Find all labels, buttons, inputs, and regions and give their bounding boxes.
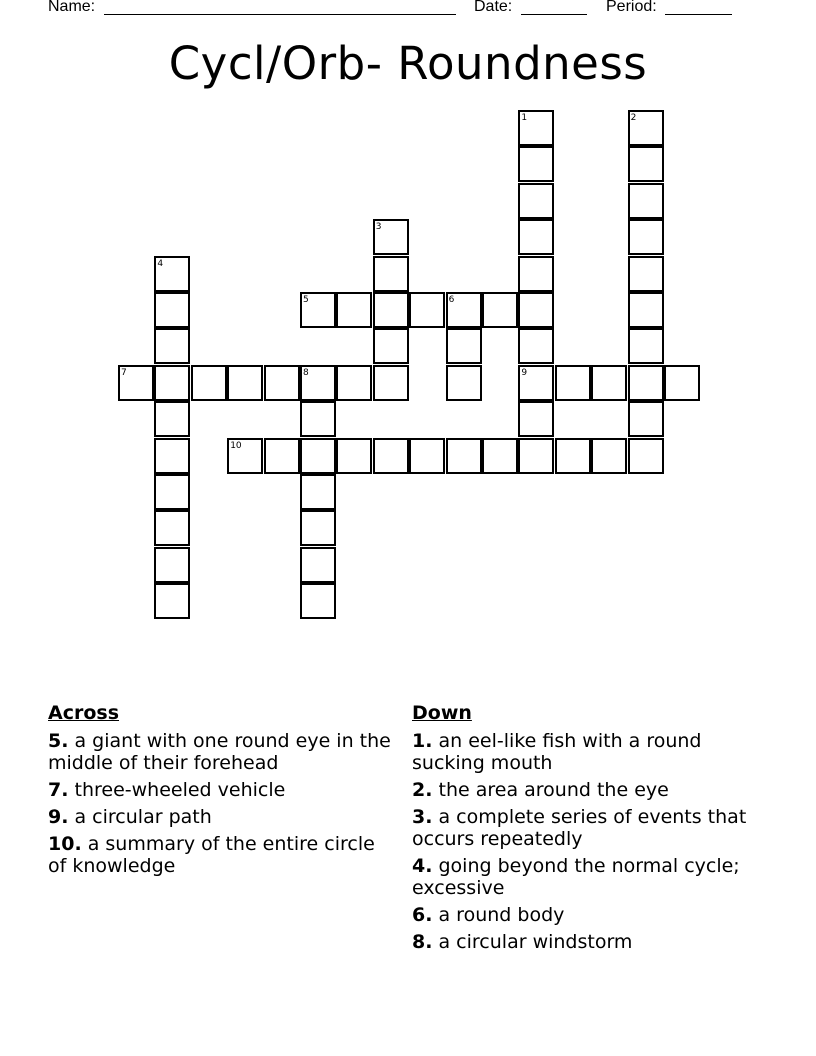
clue-number: 5. [48,730,69,752]
clue-down-6 [412,904,757,926]
grid-cell[interactable] [555,438,591,474]
clue-text: going beyond the normal cycle; excessive [412,855,740,899]
clue-number-label: 8 [303,367,309,378]
clue-number-label: 1 [521,113,528,123]
grid-cell[interactable] [264,365,300,401]
grid-cell[interactable] [154,583,190,619]
clue-number: 4. [412,855,433,877]
page-title: Cycl/Orb- Roundness [168,37,648,90]
grid-cell[interactable] [336,292,372,328]
grid-cell[interactable] [373,328,409,364]
clue-across-10 [48,833,393,877]
date-label: Date: [474,0,513,15]
grid-cell[interactable] [154,328,190,364]
across-clues [48,702,393,882]
clue-across-5 [48,730,393,774]
clue-text: a round body [438,904,565,926]
clue-number-label: 7 [121,367,127,378]
grid-cell[interactable] [591,438,627,474]
clue-text: a circular windstorm [438,931,633,953]
grid-cell[interactable] [518,110,554,146]
grid-cell[interactable] [518,183,554,219]
grid-cell[interactable] [154,510,190,546]
grid-cell[interactable] [518,328,554,364]
clue-number: 10. [48,833,82,855]
grid-cell[interactable] [409,292,445,328]
grid-cell[interactable] [118,365,154,401]
grid-cell[interactable] [300,547,336,583]
student-info-header [48,0,768,20]
grid-cell[interactable] [264,438,300,474]
grid-cell[interactable] [300,401,336,437]
clue-number: 7. [48,779,69,801]
grid-cell[interactable] [446,438,482,474]
grid-cell[interactable] [154,256,190,292]
grid-cell[interactable] [227,365,263,401]
grid-cell[interactable] [300,510,336,546]
grid-cell[interactable] [300,583,336,619]
date-field[interactable] [521,14,587,15]
clue-number: 2. [412,779,433,801]
grid-cell[interactable] [628,110,664,146]
clue-text: a circular path [74,806,212,828]
grid-cell[interactable] [154,365,190,401]
clue-number-label: 6 [448,295,455,305]
grid-cell[interactable] [518,401,554,437]
period-label: Period: [606,0,657,15]
grid-cell[interactable] [227,438,263,474]
clue-number: 1. [412,730,433,752]
grid-cell[interactable] [446,292,482,328]
grid-cell[interactable] [300,438,336,474]
grid-cell[interactable] [628,328,664,364]
period-field[interactable] [665,14,732,15]
grid-cell[interactable] [154,438,190,474]
grid-cell[interactable] [555,365,591,401]
grid-cell[interactable] [373,365,409,401]
grid-cell[interactable] [482,438,518,474]
clue-text: a complete series of events that occurs repeatedly [412,806,747,850]
grid-cell[interactable] [300,365,336,401]
name-label: Name: [48,0,96,15]
grid-cell[interactable] [191,365,227,401]
grid-cell[interactable] [300,474,336,510]
clue-number-label: 9 [521,367,528,378]
grid-cell[interactable] [154,292,190,328]
grid-cell[interactable] [518,292,554,328]
clue-number: 6. [412,904,433,926]
clue-number-label: 2 [630,113,637,123]
grid-cell[interactable] [154,547,190,583]
grid-cell[interactable] [518,256,554,292]
clue-down-1 [412,730,757,774]
grid-cell[interactable] [518,365,554,401]
grid-cell[interactable] [628,292,664,328]
grid-cell[interactable] [628,146,664,182]
grid-cell[interactable] [628,219,664,255]
down-clues [412,702,757,958]
grid-cell[interactable] [628,365,664,401]
grid-cell[interactable] [154,401,190,437]
grid-cell[interactable] [336,438,372,474]
clue-text: the area around the eye [438,779,669,801]
grid-cell[interactable] [373,438,409,474]
grid-cell[interactable] [628,401,664,437]
grid-cell[interactable] [336,365,372,401]
grid-cell[interactable] [518,438,554,474]
grid-cell[interactable] [518,146,554,182]
grid-cell[interactable] [591,365,627,401]
clue-down-8 [412,931,757,953]
grid-cell[interactable] [154,474,190,510]
clue-down-3 [412,806,757,850]
grid-cell[interactable] [628,256,664,292]
grid-cell[interactable] [373,219,409,255]
clue-number-label: 3 [375,222,382,233]
clue-down-2 [412,779,757,801]
down-heading: Down [412,702,472,724]
grid-cell[interactable] [446,328,482,364]
grid-cell[interactable] [664,365,700,401]
clue-down-4 [412,855,757,899]
grid-cell[interactable] [628,438,664,474]
clue-text: a summary of the entire circle of knowledge [48,833,375,877]
grid-cell[interactable] [518,219,554,255]
name-field[interactable] [104,14,456,15]
clue-number-label: 5 [303,295,309,305]
clue-number-label: 10 [230,440,242,451]
grid-cell[interactable] [446,365,482,401]
grid-cell[interactable] [628,183,664,219]
across-heading: Across [48,702,120,724]
grid-cell[interactable] [373,256,409,292]
clue-across-9 [48,806,393,828]
clue-text: an eel-like fish with a round sucking mouth [412,730,702,774]
grid-cell[interactable] [409,438,445,474]
grid-cell[interactable] [373,292,409,328]
clue-text: a giant with one round eye in the middle of their forehead [48,730,391,774]
clue-number: 9. [48,806,69,828]
clue-across-7 [48,779,393,801]
clue-number: 3. [412,806,433,828]
clue-number-label: 4 [157,258,164,269]
grid-cell[interactable] [482,292,518,328]
clue-text: three-wheeled vehicle [74,779,286,801]
grid-cell[interactable] [300,292,336,328]
clue-number: 8. [412,931,433,953]
